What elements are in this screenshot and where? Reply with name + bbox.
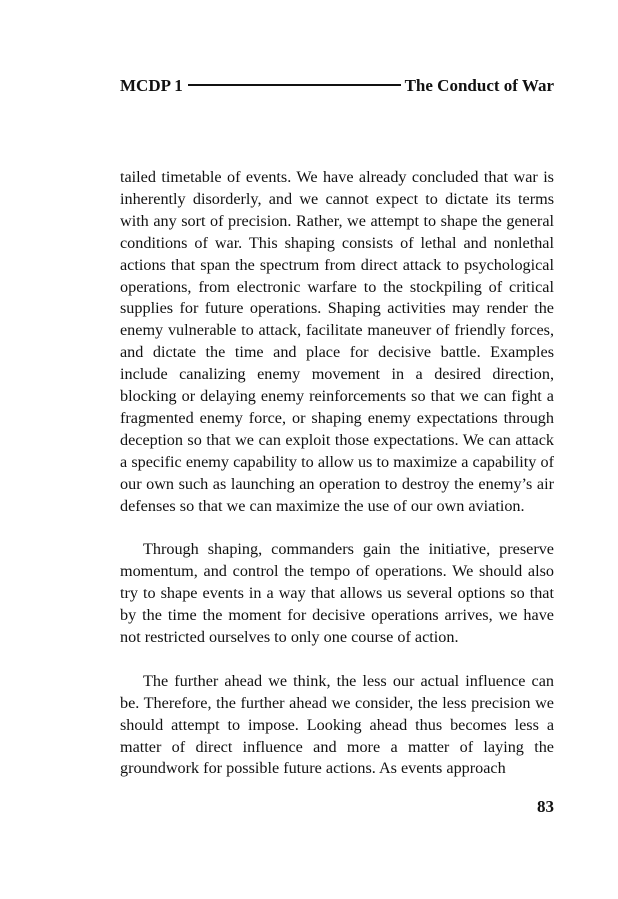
page-number: 83 [537,797,554,816]
paragraph: The further ahead we think, the less our actual influence can be. Therefore, the further ahead we consider, the less precision we should attempt to impose. Looking ahead thus becomes less a matter of direct influence and more a matter of laying the groundwork for possible future actions. As events approach [120,671,554,778]
paragraph-continued: tailed timetable of events. We have already concluded that war is inherently disorderly, and we cannot expect to dictate its terms with any sort of precision. Rather, we attempt to shape the general conditions of war. This shaping consists of lethal and nonlethal actions that span the spectrum from direct attack to psychological operations, from electronic warfare to the stockpiling of critical supplies for future operations. Shaping activities may render the enemy vulnerable to attack, facilitate maneuver of friendly forces, and dictate the time and place for decisive battle. Examples include canalizing enemy movement in a desired direction, blocking or delaying enemy reinforcements so that we can fight a fragmented enemy force, or shaping enemy expectations through deception so that we can exploit those expectations. We can attack a specific enemy capability to allow us to maximize a capability of our own such as launching an operation to destroy the enemy’s air defenses so that we can maximize the use of our own aviation. [120,168,554,515]
running-header [120,74,554,98]
header-chapter-title: The Conduct of War [404,76,554,95]
page-body [120,167,554,780]
paragraph: Through shaping, commanders gain the initiative, preserve momentum, and control the tempo of operations. We should also try to shape events in a way that allows us several options so that by the time the moment for decisive operations arrives, we have not restricted ourselves to only one course of action. [120,540,554,647]
header-document-id: MCDP 1 [120,76,183,95]
header-rule [188,84,401,86]
